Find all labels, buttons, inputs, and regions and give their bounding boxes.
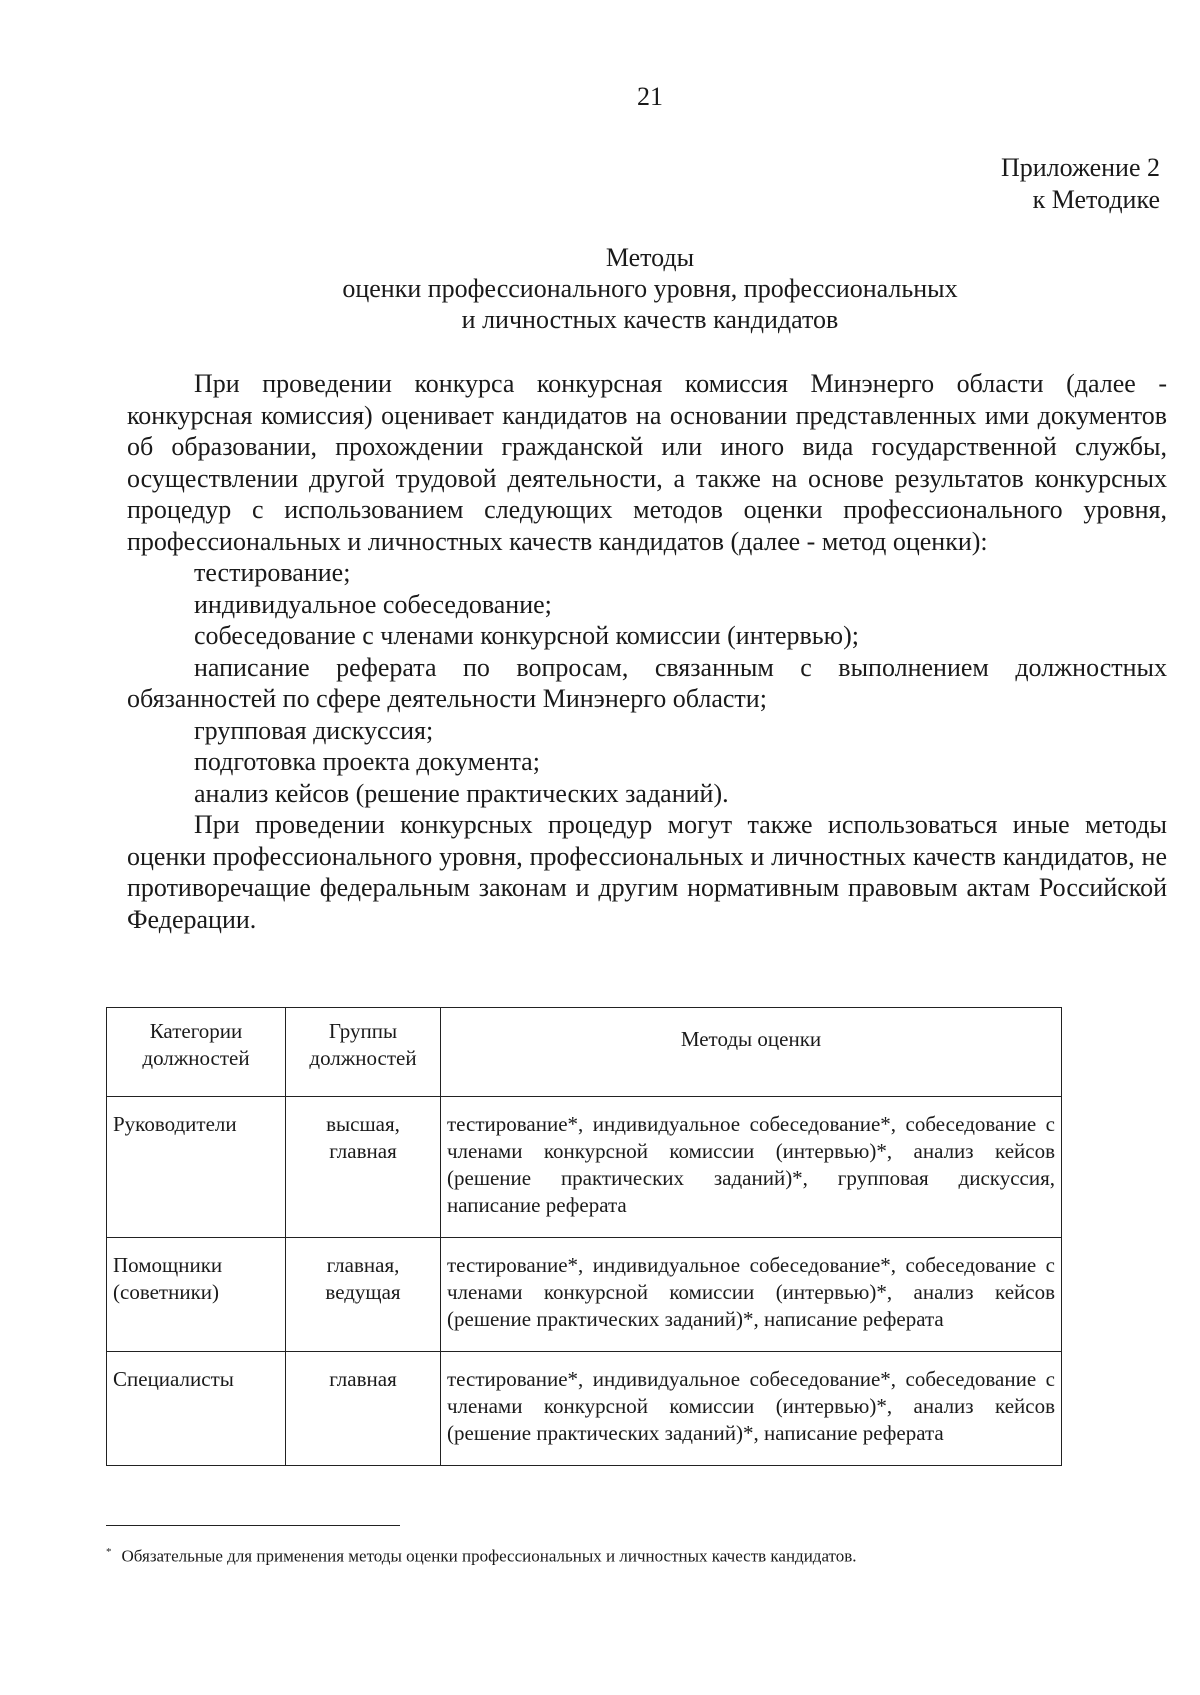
method-item: индивидуальное собеседование; xyxy=(194,589,552,619)
title-line-3: и личностных качеств кандидатов xyxy=(461,305,839,334)
methods-table xyxy=(106,1007,1062,1466)
intro-paragraph: При проведении конкурса конкурсная комиссия Минэнерго области (далее - конкурсная комиссия) оценивает кандидатов на основании представленных ими документов об образовании, прохождении гражданской или иного вида государственной службы, осуществлении другой трудовой деятельности, а также на основе результатов конкурсных процедур с использованием следующих методов оценки профессионального уровня, профессиональных и личностных качеств кандидатов (далее - метод оценки): xyxy=(127,369,1167,556)
header-methods: Методы оценки xyxy=(441,1008,1062,1097)
appendix-line-2: к Методике xyxy=(1032,185,1160,214)
cell-groups: главная xyxy=(286,1352,441,1466)
cell-groups: высшая, главная xyxy=(286,1097,441,1238)
method-item: написание реферата по вопросам, связанным с выполнением должностных обязанностей по сфере деятельности Минэнерго области; xyxy=(127,652,1167,713)
cell-category: Помощники (советники) xyxy=(107,1238,286,1352)
cell-groups: главная, ведущая xyxy=(286,1238,441,1352)
cell-methods: тестирование*, индивидуальное собеседование*, собеседование с членами конкурсной комиссии (интервью)*, анализ кейсов (решение практических заданий)*, написание реферата xyxy=(441,1238,1062,1352)
page-number: 21 xyxy=(637,82,663,111)
header-category: Категории должностей xyxy=(107,1008,286,1097)
cell-category: Специалисты xyxy=(107,1352,286,1466)
footnote xyxy=(106,1541,1106,1568)
footnote-text: Обязательные для применения методы оценки профессиональных и личностных качеств кандидатов. xyxy=(121,1546,857,1566)
title-line-2: оценки профессионального уровня, профессиональных xyxy=(342,274,958,303)
cell-methods: тестирование*, индивидуальное собеседование*, собеседование с членами конкурсной комиссии (интервью)*, анализ кейсов (решение практических заданий)*, написание реферата xyxy=(441,1352,1062,1466)
table-row xyxy=(107,1238,1062,1352)
cell-methods: тестирование*, индивидуальное собеседование*, собеседование с членами конкурсной комиссии (интервью)*, анализ кейсов (решение практических заданий)*, групповая дискуссия, написание реферата xyxy=(441,1097,1062,1238)
title-line-1: Методы xyxy=(605,243,695,272)
table-header-row xyxy=(107,1008,1062,1097)
appendix-reference xyxy=(1001,152,1160,216)
method-item: анализ кейсов (решение практических заданий). xyxy=(194,778,729,808)
method-item: групповая дискуссия; xyxy=(194,715,434,745)
method-item: собеседование с членами конкурсной комиссии (интервью); xyxy=(194,621,859,650)
table-row xyxy=(107,1352,1062,1466)
method-item: тестирование; xyxy=(194,558,351,587)
method-item: подготовка проекта документа; xyxy=(194,747,540,776)
footnote-separator xyxy=(106,1525,400,1526)
document-body xyxy=(127,368,1167,935)
cell-category: Руководители xyxy=(107,1097,286,1238)
table-row xyxy=(107,1097,1062,1238)
appendix-line-1: Приложение 2 xyxy=(1000,153,1160,182)
header-groups: Группы должностей xyxy=(286,1008,441,1097)
footnote-mark: * xyxy=(106,1546,112,1558)
document-title xyxy=(130,242,1170,335)
closing-paragraph: При проведении конкурсных процедур могут также использоваться иные методы оценки профессионального уровня, профессиональных и личностных качеств кандидатов, не противоречащие федеральным законам и другим нормативным правовым актам Российской Федерации. xyxy=(127,810,1167,934)
